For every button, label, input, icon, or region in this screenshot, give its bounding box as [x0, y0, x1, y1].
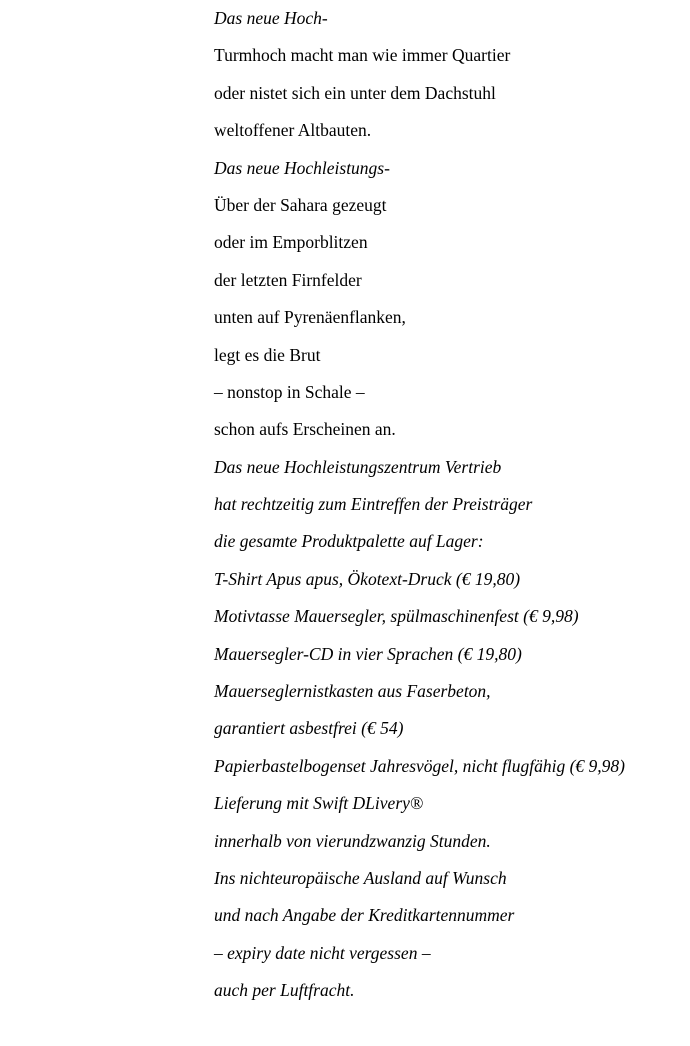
poem-line: weltoffener Altbauten. [214, 120, 372, 141]
poem-line: – nonstop in Schale – [214, 381, 365, 402]
poem-line: Mauersegler-CD in vier Sprachen (€ 19,80) [214, 643, 522, 664]
poem-line: T-Shirt Apus apus, Ökotext-Druck (€ 19,80) [214, 568, 521, 589]
poem-line: Lieferung mit Swift DLivery® [214, 793, 424, 814]
poem-line: Über der Sahara gezeugt [214, 194, 387, 215]
poem-text-block [214, 0, 684, 1010]
poem-line: oder nistet sich ein unter dem Dachstuhl [214, 82, 496, 103]
poem-line: – expiry date nicht vergessen – [214, 942, 431, 963]
poem-line: Motivtasse Mauersegler, spülmaschinenfest (€ 9,98) [214, 606, 579, 627]
poem-line: oder im Emporblitzen [214, 232, 368, 253]
poem-line: die gesamte Produktpalette auf Lager: [214, 531, 484, 552]
poem-line: auch per Luftfracht. [214, 980, 355, 1001]
poem-line: Papierbastelbogenset Jahresvögel, nicht flugfähig (€ 9,98) [214, 755, 626, 776]
poem-line: der letzten Firnfelder [214, 269, 362, 290]
poem-line: unten auf Pyrenäenflanken, [214, 307, 406, 328]
poem-line: und nach Angabe der Kreditkartennummer [214, 905, 515, 926]
poem-line: schon aufs Erscheinen an. [214, 419, 396, 440]
poem-line: Das neue Hochleistungszentrum Vertrieb [214, 456, 502, 477]
poem-line: Turmhoch macht man wie immer Quartier [214, 45, 511, 66]
poem-line: Das neue Hoch- [214, 8, 328, 28]
poem-line: hat rechtzeitig zum Eintreffen der Preisträger [214, 494, 533, 515]
poem-line: Das neue Hochleistungs- [214, 157, 390, 178]
poem-line: legt es die Brut [214, 344, 321, 365]
poem-line: Mauerseglernistkasten aus Faserbeton, [214, 681, 491, 702]
poem-line: Ins nichteuropäische Ausland auf Wunsch [214, 867, 507, 888]
poem-line: innerhalb von vierundzwanzig Stunden. [214, 830, 491, 851]
poem-line: garantiert asbestfrei (€ 54) [214, 718, 404, 739]
